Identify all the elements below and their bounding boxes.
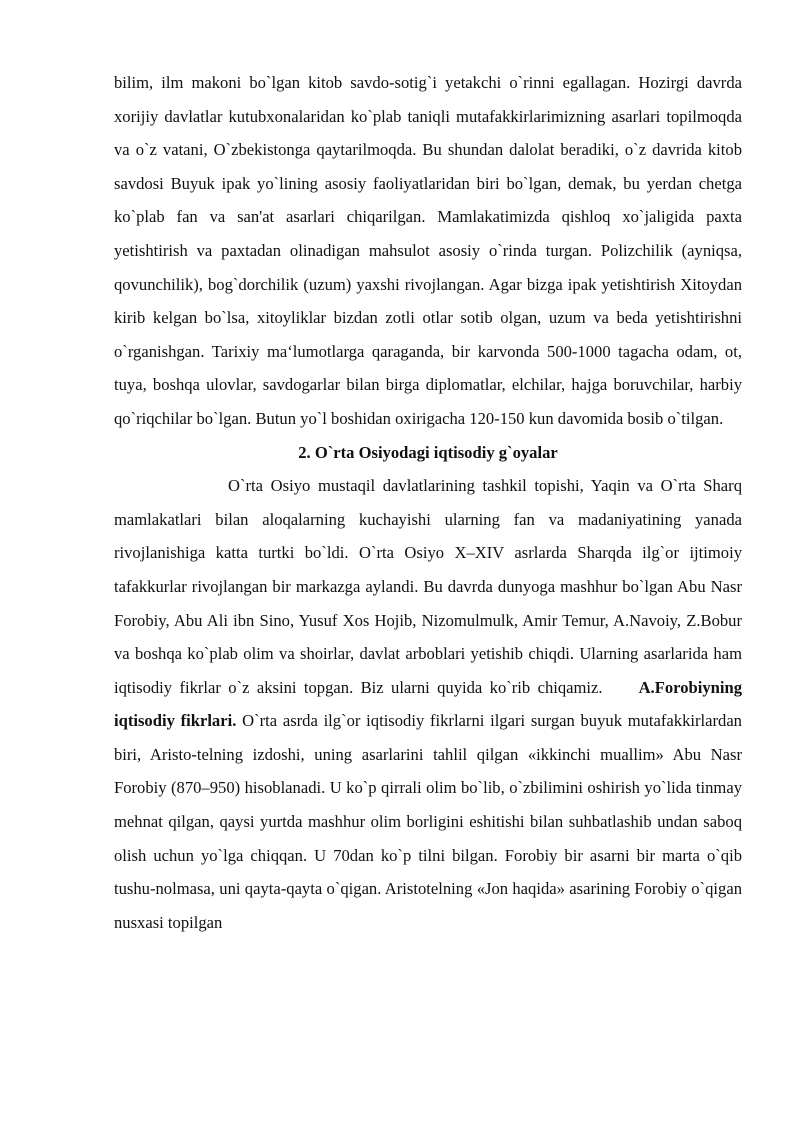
subsection-heading: A.Forobiyning iqtisodiy fikrlari.: [114, 677, 742, 731]
paragraph-3-text: O`rta asrda ilg`or iqtisodiy fikrlarni ilgari surgan buyuk mutafakkirlardan biri, Aristo-telning izdoshi, uning asarlarini tahlil qilgan «ikkinchi muallim» Abu Nasr Forobiy (870–950) hisoblanadi. U ko`p qirrali olim bo`lib, o`zbilimini oshirish yo`lida tinmay mehnat qilgan, qaysi yurtda mashhur olim borligini eshitishi bilan suhbatlashib undan saboq olish uchun yo`lga chiqqan. U 70dan ko`p tilni bilgan. Forobiy bir asarni bir marta o`qib tushu-nolmasa, uni qayta-qayta o`qigan. Aristotelning «Jon haqida» asarining Forobiy o`qigan nusxasi topilgan: [114, 711, 742, 932]
body-paragraph-1: bilim, ilm makoni bo`lgan kitob savdo-sotig`i yetakchi o`rinni egallagan. Hozirgi davrda xorijiy davlatlar kutubxonalaridan ko`plab taniqli mutafakkirlarimizning asarlari topilmoqda va o`z vatani, O`zbekistonga qaytarilmoqda. Bu shundan dalolat beradiki, o`z davrida kitob savdosi Buyuk ipak yo`lining asosiy faoliyatlaridan biri bo`lgan, demak, bu yerdan chetga ko`plab fan va san'at asarlari chiqarilgan. Mamlakatimizda qishloq xo`jaligida paxta yetishtirish va paxtadan olinadigan mahsulot asosiy o`rinda turgan. Polizchilik (ayniqsa, qovunchilik), bog`dorchilik (uzum) yaxshi rivojlangan. Agar bizga ipak yetishtirish Xitoydan kirib kelgan bo`lsa, xitoyliklar bizdan zotli otlar sotib olgan, uzum va beda yetishtirishni o`rganishgan. Tarixiy ma‘lumotlarga qaraganda, bir karvonda 500-1000 tagacha odam, ot, tuya, boshqa ulovlar, savdogarlar bilan birga diplomatlar, elchilar, hajga boruvchilar, harbiy qo`riqchilar bo`lgan. Butun yo`l boshidan oxirigacha 120-150 kun davomida bosib o`tilgan.: [114, 73, 742, 428]
paragraph-2-text: O`rta Osiyo mustaqil davlatlarining tashkil topishi, Yaqin va O`rta Sharq mamlakatlari bilan aloqalarning kuchayishi ularning fan va madaniyatining yanada rivojlanishiga katta turtki bo`ldi. O`rta Osiyo X–XIV asrlarda Sharqda ilg`or ijtimoiy tafakkurlar rivojlangan bir markazga aylandi. Bu davrda dunyoga mashhur bo`lgan Abu Nasr Forobiy, Abu Ali ibn Sino, Yusuf Xos Hojib, Nizomulmulk, Amir Temur, A.Navoiy, Z.Bobur va boshqa ko`plab olim va shoirlar, davlat arboblari yetishib chiqdi. Ularning asarlarida ham iqtisodiy fikrlar o`z aksini topgan. Biz ularni quyida ko`rib chiqamiz.: [114, 476, 742, 697]
section-heading: 2. O`rta Osiyodagi iqtisodiy g`oyalar: [298, 442, 558, 462]
document-page: [114, 66, 742, 939]
body-paragraph-2: [114, 469, 742, 939]
